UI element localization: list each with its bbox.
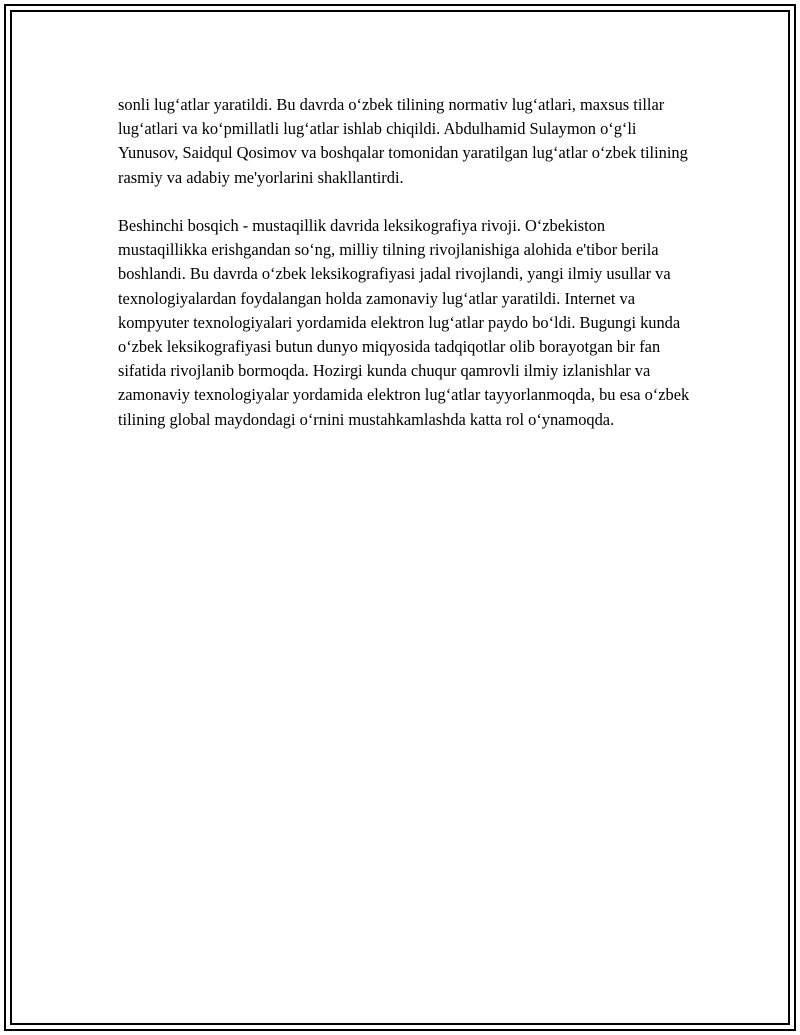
paragraph-fifth-stage: Beshinchi bosqich - mustaqillik davrida leksikografiya rivoji. O‘zbekiston mustaqillikka erishgandan so‘ng, milliy tilning rivojlanishiga alohida e'tibor berila boshlandi. Bu davrda o‘zbek leksikografiyasi jadal rivojlandi, yangi ilmiy usullar va texnologiyalardan foydalangan holda zamonaviy lug‘atlar yaratildi. Internet va kompyuter texnologiyalari yordamida elektron lug‘atlar paydo bo‘ldi. Bugungi kunda o‘zbek leksikografiyasi butun dunyo miqyosida tadqiqotlar olib borayotgan bir fan sifatida rivojlanib bormoqda. Hozirgi kunda chuqur qamrovli ilmiy izlanishlar va zamonaviy texnologiyalar yordamida elektron lug‘atlar tayyorlanmoqda, bu esa o‘zbek tilining global maydondagi o‘rnini mustahkamlashda katta rol o‘ynamoqda. (118, 216, 690, 429)
document-body (118, 93, 698, 456)
paragraph-continued: sonli lug‘atlar yaratildi. Bu davrda o‘zbek tilining normativ lug‘atlari, maxsus tillar lug‘atlari va ko‘pmillatli lug‘atlar ishlab chiqildi. Abdulhamid Sulaymon o‘g‘li Yunusov, Saidqul Qosimov va boshqalar tomonidan yaratilgan lug‘atlar o‘zbek tilining rasmiy va adabiy me'yorlarini shakllantirdi. (118, 95, 688, 187)
